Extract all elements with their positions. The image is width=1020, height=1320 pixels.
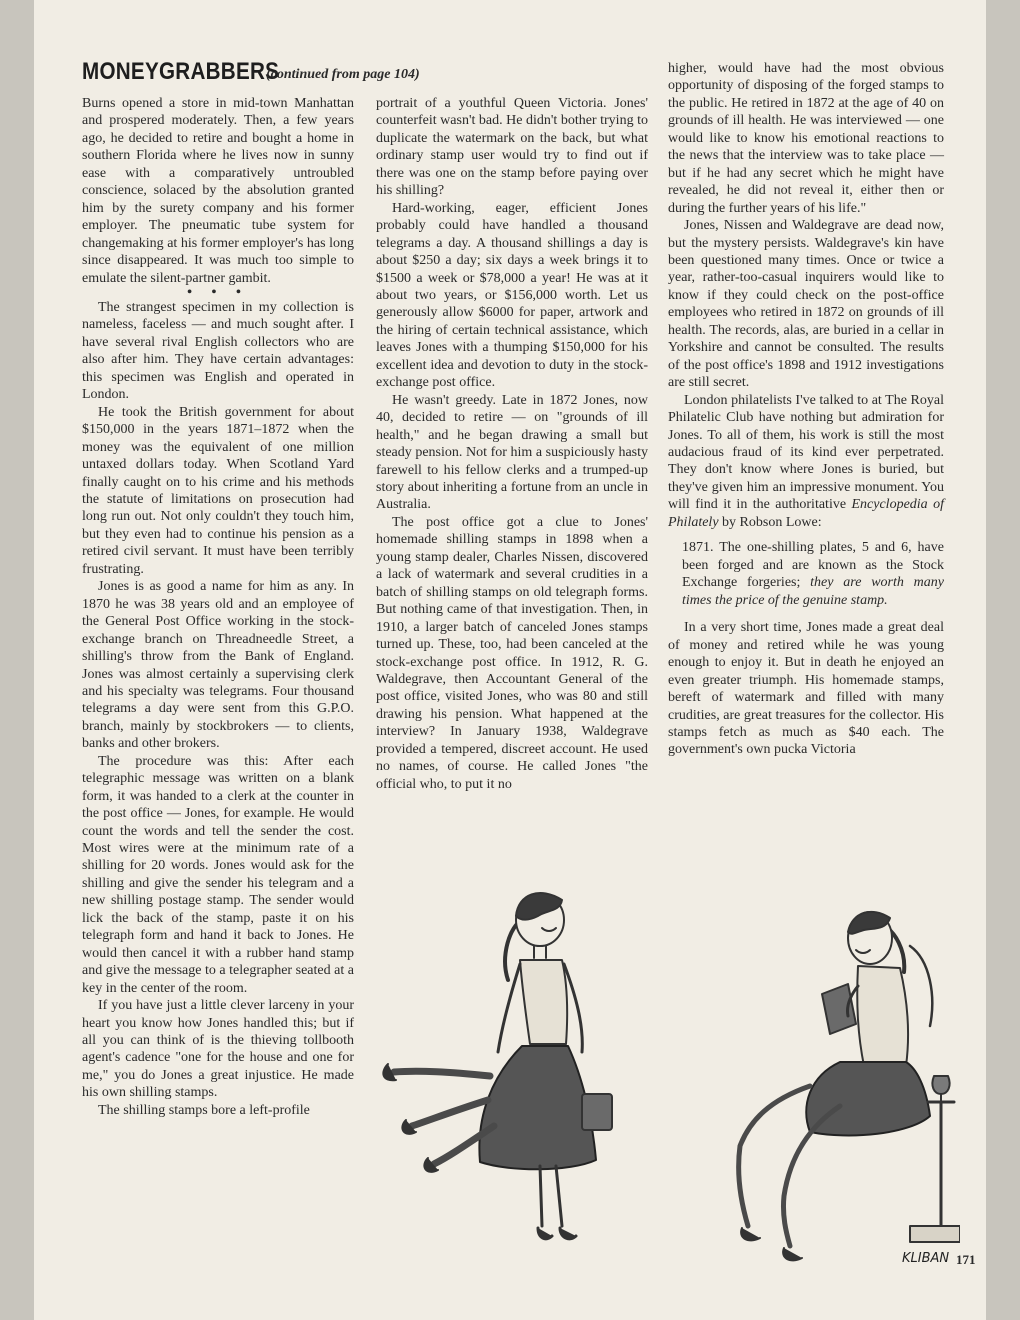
paragraph: He wasn't greedy. Late in 1872 Jones, now 40, decided to retire — on "grounds of ill health," and he began drawing a small but steady pension. Not for him a suspiciously hasty farewell to his fellow clerks and a trumped-up story about inheriting a fortune from an uncle in Australia. — [376, 392, 648, 513]
paragraph — [668, 392, 944, 532]
paragraph-text: by Robson Lowe: — [718, 514, 822, 530]
paragraph: He took the British government for about $150,000 in the years 1871–1872 when the money was the equivalent of one million untaxed dollars today. When Scotland Yard finally caught on to his crime and his methods the statute of limitations on prosecution had long run out. Not only couldn't they touch him, but they even had to continue his pension as a retired civil servant. It must have been terribly frustrating. — [82, 404, 354, 577]
article-header — [82, 58, 420, 86]
cartoon-illustration — [370, 876, 960, 1296]
paragraph: In a very short time, Jones made a great deal of money and retired while he was young enough to enjoy it. But in death he enjoyed an even greater triumph. His homemade stamps, bereft of watermark and filled with many crudities, are great treasures for the collector. His stamps fetch as much as $40 each. The government's own pucka Victoria — [668, 620, 944, 758]
block-quote — [682, 539, 944, 609]
paragraph: Jones, Nissen and Waldegrave are dead now, but the mystery persists. Waldegrave's kin have been questioned many times. Once or twice a year, rather-too-casual inquirers would like to know if they could check on the post-office employees who retired in 1872 on grounds of ill health. The records, alas, are buried in a cellar in Yorkshire and cannot be consulted. The results of the post office's 1898 and 1912 investigations are still secret. — [668, 218, 944, 391]
book-title: Encyclopedia of Philately — [668, 497, 944, 530]
text-column-1 — [82, 95, 354, 1119]
paragraph: The shilling stamps bore a left-profile — [98, 1102, 310, 1118]
reading-woman-figure — [739, 912, 960, 1261]
article-title: MONEYGRABBERS — [82, 58, 280, 85]
section-break: • • • — [187, 284, 249, 300]
paragraph: If you have just a little clever larceny in your heart you know how Jones handled this; but if all you can think of is the thieving tollbooth agent's cadence "one for the house and one for me," you do Jones a great injustice. He made his own shilling stamps. — [82, 998, 354, 1101]
paragraph: Hard-working, eager, efficient Jones probably could have handled a thousand telegrams a day. A thousand shillings a day is about $250 a day; six days a week brings it to $1500 a week or $78,000 a year! He was at it about two years, or $156,000 worth. Let us generously allow $6000 for paper, artwork and the hiring of certain technical assistance, which leaves Jones with a thumping $150,000 for his excellent idea and devotion to duty in the stock-exchange post office. — [376, 200, 648, 391]
artist-signature: KLIBAN — [902, 1251, 950, 1266]
text-column-3 — [668, 60, 944, 759]
paragraph: Jones is as good a name for him as any. In 1870 he was 38 years old and an employee of the General Post Office working in the stock-exchange branch on Threadneedle Street, a shilling's throw from the Bank of England. Jones was almost certainly a supervising clerk and his specialty was telegrams. Four thousand telegrams a day were sent from this G.P.O. branch, mainly by stockbrokers — to clients, banks and other brokers. — [82, 579, 354, 752]
paragraph: higher, would have had the most obvious opportunity of disposing of the forged stamps to the public. He retired in 1872 at the age of 40 on grounds of ill health. He was interviewed — one would like to know his emotional reactions to the news that the interview was to take place — but if he had any secret which he might have revealed, he did not reveal it, either then or during the further years of his life." — [668, 61, 944, 216]
magazine-page — [34, 0, 986, 1320]
walking-woman-figure — [383, 893, 612, 1239]
page-number: 171 — [956, 1252, 976, 1267]
paragraph: The post office got a clue to Jones' homemade shilling stamps in 1898 when a young stamp dealer, Charles Nissen, discovered a lack of watermark and several crudities in a batch of shilling stamps on old telegraph forms. But nothing came of that investigation. Then, in 1910, a larger batch of canceled Jones stamps turned up. These, too, had been canceled at the stock-exchange post office. In 1912, R. G. Waldegrave, then Accountant General of the post office, visited Jones, who was 80 and still drawing his pension. What happened at the interview? In January 1938, Waldegrave provided a tempered, discreet account. He used no names, of course. He called Jones "the official who, to put it no — [376, 514, 648, 792]
paragraph: Burns opened a store in mid-town Manhattan and prospered moderately. Then, a few years ago, he decided to retire and bought a home in southern Florida where he lives now in sunny ease with a comparatively untroubled conscience, solaced by the absolution granted him by the surety company and his former employer. The pneumatic tube system for changemaking at his former employer's has long since disappeared. It was much too simple to emulate the silent-partner gambit. — [82, 96, 354, 286]
paragraph-text: London philatelists I've talked to at The Royal Philatelic Club have nothing but admiration for Jones. To all of them, his work is still the most audacious fraud of its kind ever perpetrated. They don't know where Jones is buried, but they've given him an impressive monument. You will find it in the authoritative — [668, 392, 944, 513]
quote-emphasis: they are worth many times the price of the genuine stamp. — [682, 575, 944, 608]
paragraph: portrait of a youthful Queen Victoria. Jones' counterfeit wasn't bad. He didn't bother trying to duplicate the watermark on the back, but what ordinary stamp user would try to find out if there was one on the stamp before paying over his shilling? — [376, 96, 648, 199]
paragraph: The procedure was this: After each telegraphic message was written on a blank form, it was handed to a clerk at the counter in the post office — Jones, for example. He would count the words and tell the sender the cost. Most wires were at the minimum rate of a shilling for 20 words. Jones would ask for the shilling and give the sender his telegram and a new shilling postage stamp. The sender would lick the back of the stamp, paste it on his telegraph form and hand it back to Jones. He would then cancel it with a rubber hand stamp and give the message to a telegrapher seated at a key in the center of the room. — [82, 753, 354, 996]
text-column-2 — [376, 95, 648, 793]
quote-text: 1871. The one-shilling plates, 5 and 6, have been forged and are known as the Stock Exchange forgeries; — [682, 540, 944, 591]
paragraph: The strangest specimen in my collection is nameless, faceless — and much sought after. I have several rival English collectors who are also after him. They have certain advantages: this specimen was English and operated in London. — [82, 299, 354, 403]
continued-note: (continued from page 104) — [266, 67, 420, 82]
